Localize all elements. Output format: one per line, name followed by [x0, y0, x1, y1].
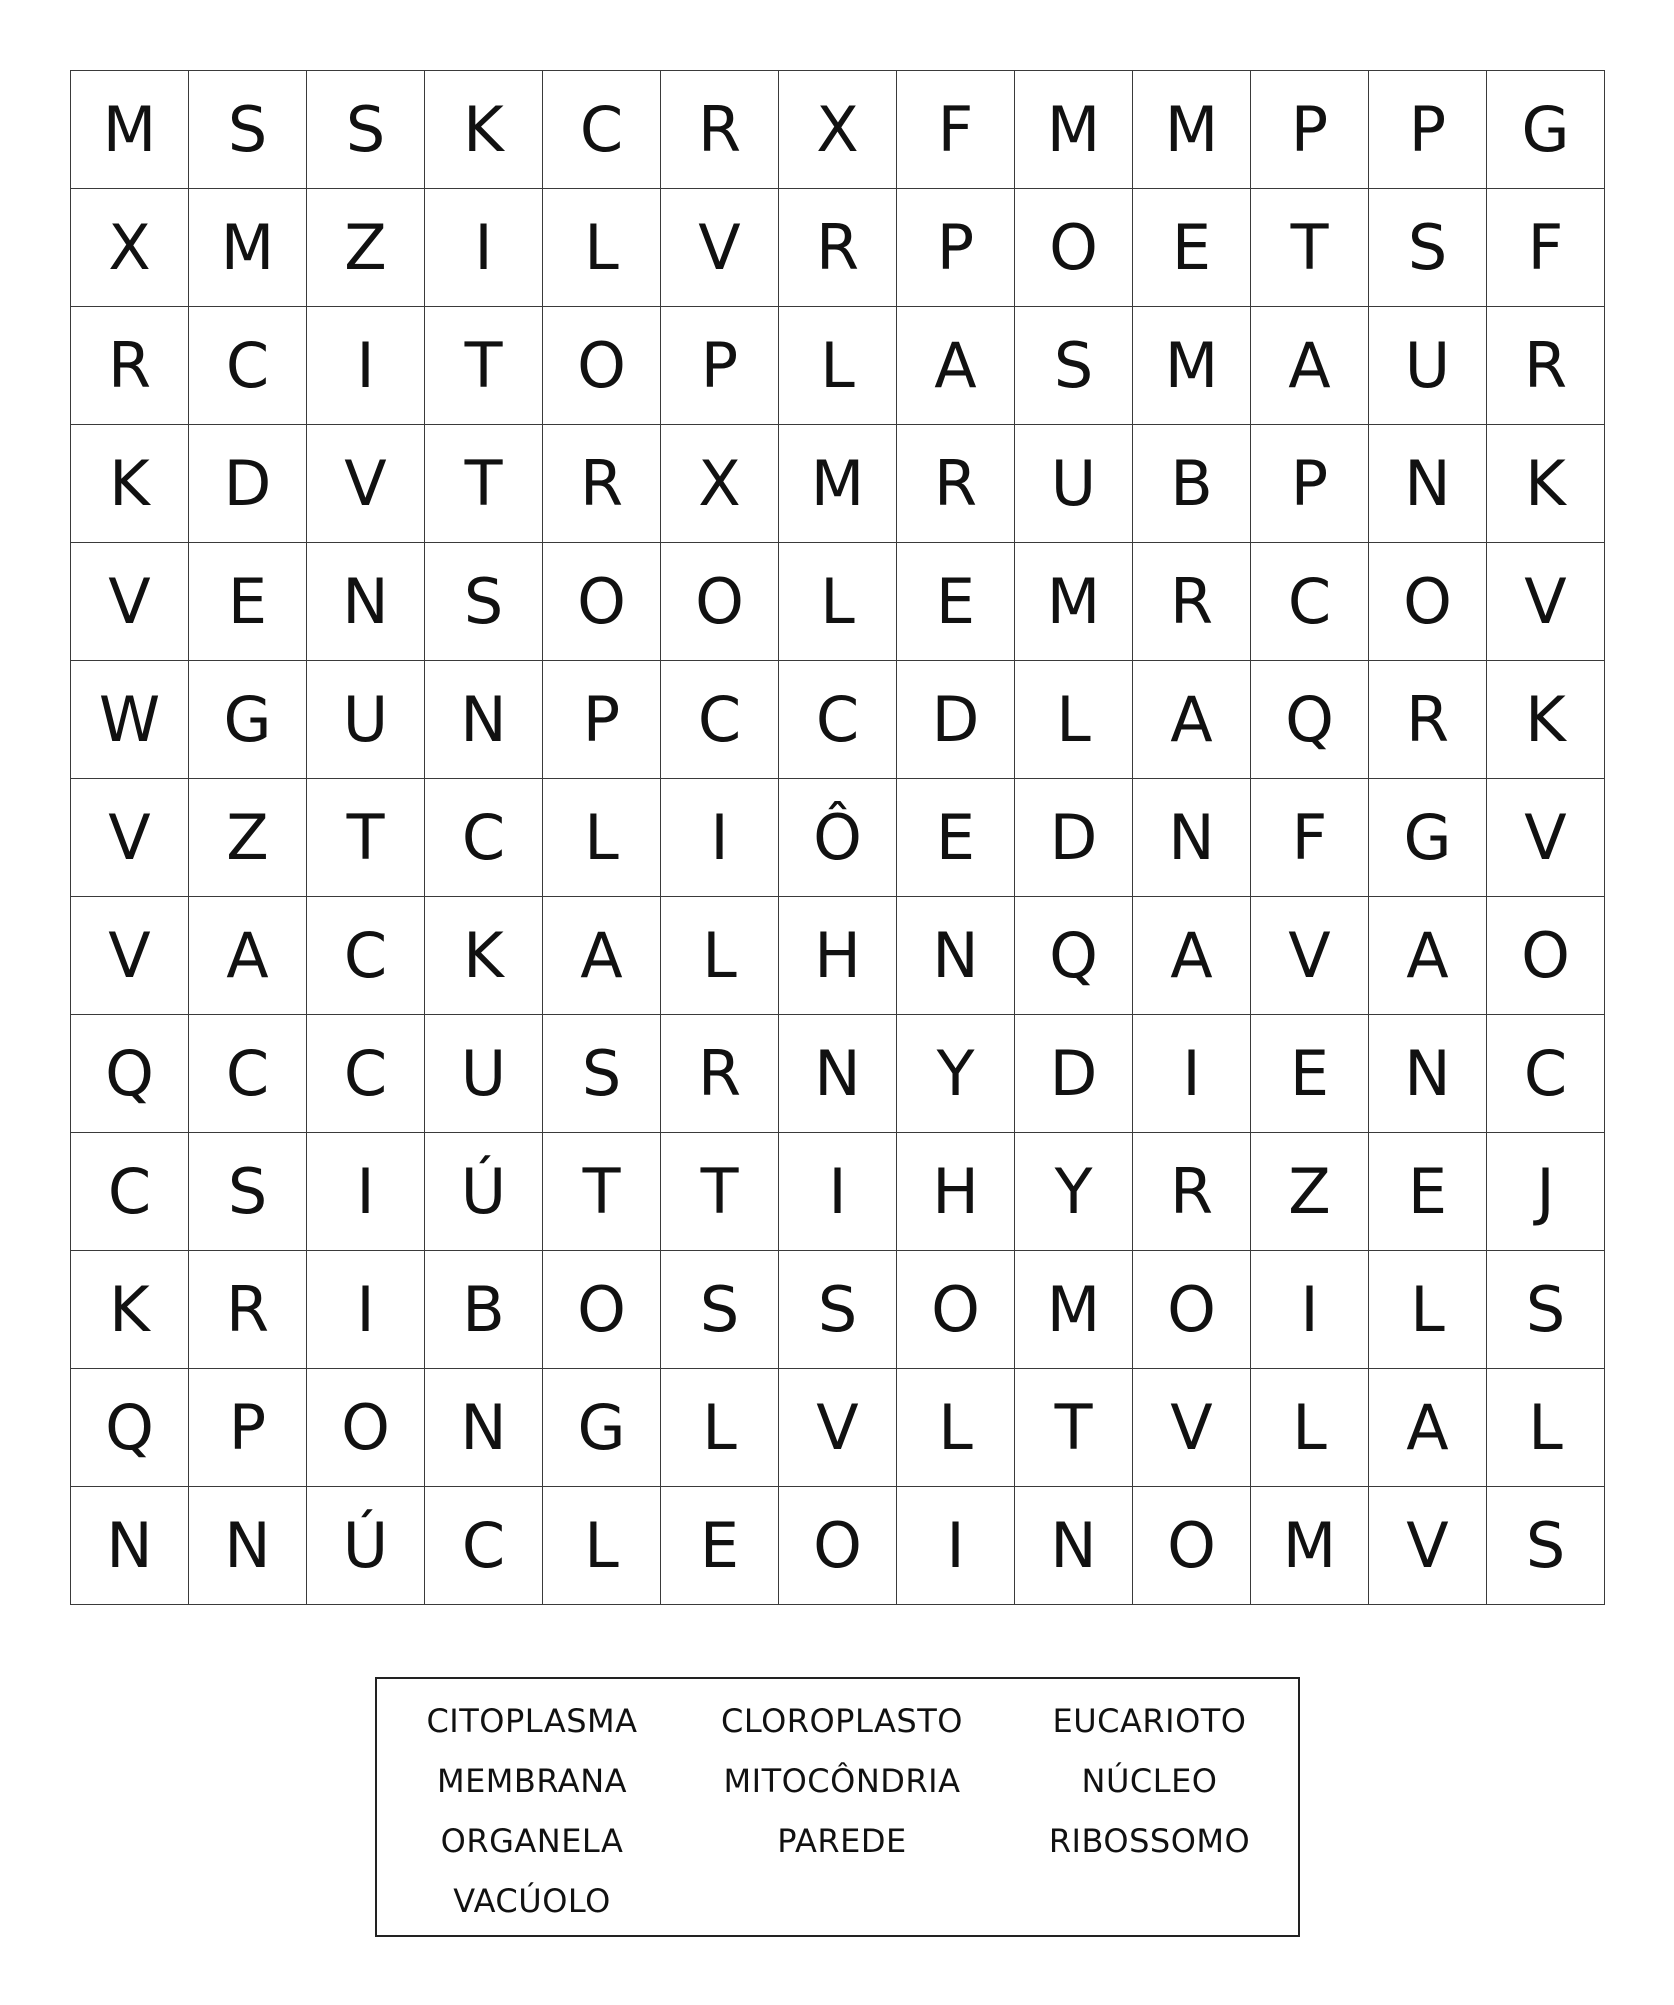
grid-cell[interactable]: K — [1487, 425, 1605, 543]
grid-cell[interactable]: S — [1369, 189, 1487, 307]
grid-cell[interactable]: Y — [897, 1015, 1015, 1133]
grid-cell[interactable]: C — [425, 779, 543, 897]
grid-cell[interactable]: R — [1487, 307, 1605, 425]
grid-cell[interactable]: F — [1487, 189, 1605, 307]
grid-cell[interactable]: V — [1487, 543, 1605, 661]
grid-cell[interactable]: N — [1015, 1487, 1133, 1605]
grid-cell[interactable]: O — [897, 1251, 1015, 1369]
grid-cell[interactable]: V — [71, 897, 189, 1015]
grid-cell[interactable]: E — [1133, 189, 1251, 307]
grid-cell[interactable]: S — [1487, 1487, 1605, 1605]
grid-cell[interactable]: E — [897, 543, 1015, 661]
grid-cell[interactable]: R — [71, 307, 189, 425]
grid-cell[interactable]: E — [1369, 1133, 1487, 1251]
grid-cell[interactable]: L — [1487, 1369, 1605, 1487]
grid-cell[interactable]: T — [425, 307, 543, 425]
grid-cell[interactable]: I — [779, 1133, 897, 1251]
grid-cell[interactable]: V — [1369, 1487, 1487, 1605]
grid-cell[interactable]: M — [1015, 71, 1133, 189]
grid-cell[interactable]: J — [1487, 1133, 1605, 1251]
grid-cell[interactable]: A — [897, 307, 1015, 425]
grid-cell[interactable]: I — [307, 1251, 425, 1369]
grid-cell[interactable]: B — [1133, 425, 1251, 543]
grid-cell[interactable]: V — [1251, 897, 1369, 1015]
grid-cell[interactable]: N — [1369, 1015, 1487, 1133]
grid-cell[interactable]: N — [779, 1015, 897, 1133]
word-list-item: EUCARIOTO — [1052, 1702, 1247, 1740]
grid-cell[interactable]: L — [779, 543, 897, 661]
grid-cell[interactable]: O — [1369, 543, 1487, 661]
grid-cell[interactable]: P — [1251, 425, 1369, 543]
grid-cell[interactable]: N — [189, 1487, 307, 1605]
grid-cell[interactable]: G — [543, 1369, 661, 1487]
grid-cell[interactable]: Q — [1015, 897, 1133, 1015]
grid-cell[interactable]: L — [543, 1487, 661, 1605]
grid-cell[interactable]: T — [425, 425, 543, 543]
grid-cell[interactable]: G — [1369, 779, 1487, 897]
grid-cell[interactable]: K — [425, 71, 543, 189]
grid-cell[interactable]: T — [661, 1133, 779, 1251]
word-list-item: CITOPLASMA — [426, 1702, 638, 1740]
grid-cell[interactable]: I — [307, 307, 425, 425]
grid-cell[interactable]: L — [661, 897, 779, 1015]
grid-cell[interactable]: T — [1015, 1369, 1133, 1487]
grid-cell[interactable]: V — [307, 425, 425, 543]
grid-cell[interactable]: S — [779, 1251, 897, 1369]
grid-cell[interactable]: S — [1015, 307, 1133, 425]
grid-cell[interactable]: N — [425, 661, 543, 779]
word-list-item: NÚCLEO — [1081, 1762, 1218, 1800]
grid-cell[interactable]: Z — [1251, 1133, 1369, 1251]
grid-cell[interactable]: V — [71, 543, 189, 661]
grid-cell[interactable]: O — [543, 543, 661, 661]
grid-cell[interactable]: U — [307, 661, 425, 779]
grid-cell[interactable]: U — [1015, 425, 1133, 543]
grid-cell[interactable]: N — [1369, 425, 1487, 543]
grid-cell[interactable]: A — [1369, 1369, 1487, 1487]
grid-cell[interactable]: V — [779, 1369, 897, 1487]
grid-cell[interactable]: D — [897, 661, 1015, 779]
grid-cell[interactable]: I — [307, 1133, 425, 1251]
grid-cell[interactable]: Q — [71, 1015, 189, 1133]
grid-cell[interactable]: D — [189, 425, 307, 543]
grid-cell[interactable]: R — [189, 1251, 307, 1369]
grid-cell[interactable]: Q — [1251, 661, 1369, 779]
grid-cell[interactable]: C — [307, 1015, 425, 1133]
grid-cell[interactable]: L — [1251, 1369, 1369, 1487]
grid-cell[interactable]: K — [425, 897, 543, 1015]
grid-cell[interactable]: Y — [1015, 1133, 1133, 1251]
grid-cell[interactable]: Z — [307, 189, 425, 307]
grid-cell[interactable]: O — [1133, 1251, 1251, 1369]
grid-cell[interactable]: E — [661, 1487, 779, 1605]
grid-cell[interactable]: P — [1251, 71, 1369, 189]
grid-cell[interactable]: M — [189, 189, 307, 307]
grid-cell[interactable]: N — [425, 1369, 543, 1487]
grid-cell[interactable]: L — [779, 307, 897, 425]
grid-cell[interactable]: I — [661, 779, 779, 897]
grid-cell[interactable]: Ô — [779, 779, 897, 897]
grid-cell[interactable]: V — [71, 779, 189, 897]
grid-cell[interactable]: M — [1251, 1487, 1369, 1605]
grid-cell[interactable]: M — [779, 425, 897, 543]
grid-cell[interactable]: E — [189, 543, 307, 661]
grid-cell[interactable]: H — [897, 1133, 1015, 1251]
grid-cell[interactable]: G — [189, 661, 307, 779]
grid-cell[interactable]: N — [1133, 779, 1251, 897]
grid-cell[interactable]: V — [1487, 779, 1605, 897]
grid-cell[interactable]: U — [425, 1015, 543, 1133]
grid-cell[interactable]: N — [307, 543, 425, 661]
grid-cell[interactable]: S — [661, 1251, 779, 1369]
word-list-item: MITOCÔNDRIA — [723, 1762, 961, 1800]
grid-cell[interactable]: N — [71, 1487, 189, 1605]
grid-cell[interactable]: R — [897, 425, 1015, 543]
grid-cell[interactable]: O — [307, 1369, 425, 1487]
grid-cell[interactable]: L — [661, 1369, 779, 1487]
grid-cell[interactable]: Z — [189, 779, 307, 897]
grid-cell[interactable]: O — [1015, 189, 1133, 307]
grid-cell[interactable]: I — [425, 189, 543, 307]
grid-cell[interactable]: X — [71, 189, 189, 307]
grid-cell[interactable]: W — [71, 661, 189, 779]
grid-cell[interactable]: V — [661, 189, 779, 307]
word-list-item: VACÚOLO — [453, 1882, 611, 1920]
grid-cell[interactable]: R — [1133, 543, 1251, 661]
grid-cell[interactable]: X — [779, 71, 897, 189]
grid-cell[interactable]: O — [1133, 1487, 1251, 1605]
grid-cell[interactable]: A — [1133, 897, 1251, 1015]
grid-cell[interactable]: K — [71, 1251, 189, 1369]
grid-cell[interactable]: C — [71, 1133, 189, 1251]
grid-cell[interactable]: P — [661, 307, 779, 425]
grid-cell[interactable]: C — [189, 307, 307, 425]
grid-cell[interactable]: P — [897, 189, 1015, 307]
grid-cell[interactable]: T — [1251, 189, 1369, 307]
grid-cell[interactable]: I — [1251, 1251, 1369, 1369]
grid-cell[interactable]: A — [543, 897, 661, 1015]
grid-cell[interactable]: C — [543, 71, 661, 189]
grid-cell[interactable]: C — [307, 897, 425, 1015]
grid-cell[interactable]: R — [661, 1015, 779, 1133]
grid-cell[interactable]: P — [189, 1369, 307, 1487]
grid-cell[interactable]: T — [543, 1133, 661, 1251]
grid-cell[interactable]: O — [543, 307, 661, 425]
word-list-item: ORGANELA — [440, 1822, 624, 1860]
grid-cell[interactable]: L — [897, 1369, 1015, 1487]
grid-cell[interactable]: L — [1369, 1251, 1487, 1369]
grid-cell[interactable]: R — [779, 189, 897, 307]
grid-cell[interactable]: R — [543, 425, 661, 543]
grid-cell[interactable]: S — [543, 1015, 661, 1133]
grid-cell[interactable]: M — [71, 71, 189, 189]
grid-cell[interactable]: E — [1251, 1015, 1369, 1133]
grid-cell[interactable]: F — [1251, 779, 1369, 897]
grid-cell[interactable]: K — [71, 425, 189, 543]
grid-cell[interactable]: S — [189, 1133, 307, 1251]
word-list — [375, 1677, 1300, 1937]
grid-cell[interactable]: U — [1369, 307, 1487, 425]
grid-cell[interactable]: I — [1133, 1015, 1251, 1133]
word-list-item: PAREDE — [777, 1822, 907, 1860]
grid-cell[interactable]: I — [897, 1487, 1015, 1605]
grid-cell[interactable]: K — [1487, 661, 1605, 779]
grid-cell[interactable]: N — [897, 897, 1015, 1015]
grid-cell[interactable]: P — [543, 661, 661, 779]
grid-cell[interactable]: C — [779, 661, 897, 779]
grid-cell[interactable]: S — [189, 71, 307, 189]
grid-cell[interactable]: V — [1133, 1369, 1251, 1487]
grid-cell[interactable]: L — [543, 189, 661, 307]
grid-cell[interactable]: O — [779, 1487, 897, 1605]
grid-cell[interactable]: S — [425, 543, 543, 661]
grid-cell[interactable]: M — [1133, 307, 1251, 425]
grid-cell[interactable]: H — [779, 897, 897, 1015]
grid-cell[interactable]: R — [661, 71, 779, 189]
grid-cell[interactable]: L — [1015, 661, 1133, 779]
grid-cell[interactable]: C — [661, 661, 779, 779]
grid-cell[interactable]: G — [1487, 71, 1605, 189]
grid-cell[interactable]: S — [307, 71, 425, 189]
grid-cell[interactable]: T — [307, 779, 425, 897]
grid-cell[interactable]: D — [1015, 1015, 1133, 1133]
grid-cell[interactable]: R — [1133, 1133, 1251, 1251]
grid-cell[interactable]: M — [1133, 71, 1251, 189]
grid-cell[interactable]: A — [189, 897, 307, 1015]
word-list-item: MEMBRANA — [436, 1762, 628, 1800]
grid-cell[interactable]: F — [897, 71, 1015, 189]
grid-cell[interactable]: O — [543, 1251, 661, 1369]
grid-cell[interactable]: B — [425, 1251, 543, 1369]
grid-cell[interactable]: C — [1487, 1015, 1605, 1133]
grid-cell[interactable]: S — [1487, 1251, 1605, 1369]
grid-cell[interactable]: M — [1015, 1251, 1133, 1369]
grid-cell[interactable]: R — [1369, 661, 1487, 779]
grid-cell[interactable]: P — [1369, 71, 1487, 189]
word-list-item: RIBOSSOMO — [1048, 1822, 1251, 1860]
grid-cell[interactable]: C — [189, 1015, 307, 1133]
word-search-grid — [70, 70, 1605, 1605]
grid-cell[interactable]: L — [543, 779, 661, 897]
grid-cell[interactable]: E — [897, 779, 1015, 897]
grid-cell[interactable]: Q — [71, 1369, 189, 1487]
grid-cell[interactable]: D — [1015, 779, 1133, 897]
grid-cell[interactable]: O — [661, 543, 779, 661]
grid-cell[interactable]: A — [1369, 897, 1487, 1015]
grid-cell[interactable]: O — [1487, 897, 1605, 1015]
grid-cell[interactable]: C — [1251, 543, 1369, 661]
grid-cell[interactable]: Ú — [307, 1487, 425, 1605]
grid-cell[interactable]: A — [1133, 661, 1251, 779]
grid-cell[interactable]: Ú — [425, 1133, 543, 1251]
grid-cell[interactable]: A — [1251, 307, 1369, 425]
word-list-item: CLOROPLASTO — [721, 1702, 963, 1740]
grid-cell[interactable]: C — [425, 1487, 543, 1605]
grid-cell[interactable]: X — [661, 425, 779, 543]
grid-cell[interactable]: M — [1015, 543, 1133, 661]
